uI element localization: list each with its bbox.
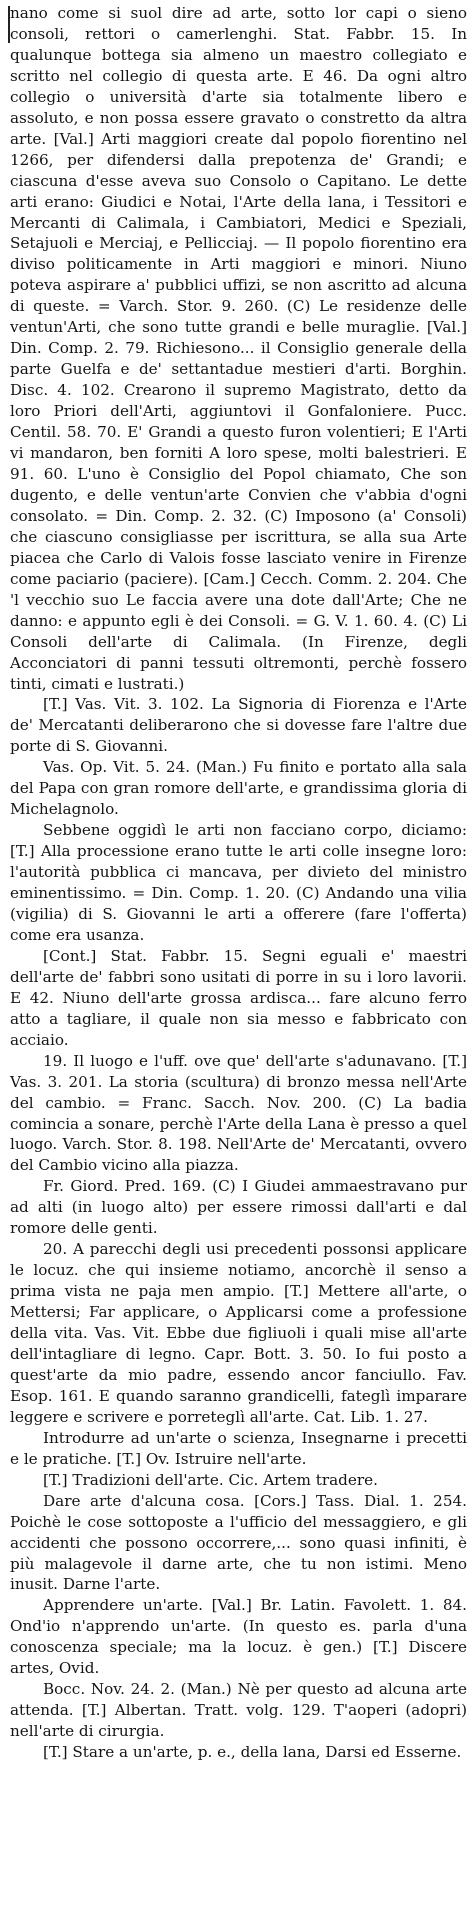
paragraph-signoria: [T.] Vas. Vit. 3. 102. La Signoria di Fiorenza e l'Arte de' Mercatanti deliberarono che si dovesse fare l'altre due porte di S. Giovanni. [10,695,467,756]
paragraph-processione: Sebbene oggidì le arti non facciano corpo, diciamo: [T.] Alla processione erano tutte le arti colle insegne loro: l'autorità pubblica ci mancava, per divieto del ministro eminentissimo. = Din. Comp. 1. 20. (C) Andando una vilia (vigilia) di S. Giovanni le arti a offerere (fare l'offerta) come era usanza. [10,821,467,944]
paragraph-tradizioni: [T.] Tradizioni dell'arte. Cic. Artem tradere. [43,1470,378,1489]
paragraph-arti-maggiori: nano come si suol dire ad arte, sotto lor capi o sieno consoli, rettori o camerlenghi. Stat. Fabbr. 15. In qualunque bottega sia almeno un maestro collegiato e scritto nel collegio di questa arte. E 46. Da ogni altro collegio o università d'arte sia totalmente libero e assoluto, e non possa essere gravato o constretto da altra arte. [Val.] Arti maggiori create dal popolo fiorentino nel 1266, per difendersi dalla prepotenza de' Grandi; e ciascuna d'esse aveva suo Consolo o Capitano. Le dette arti erano: Giudici e Notai, l'Arte della lana, i Tessitori e Mercanti di Calimala, i Cambiatori, Medici e Speziali, Setajuoli e Merciaj, e Pellicciaj. — Il popolo fiorentino era diviso politicamente in Arti maggiori e minori. Niuno poteva aspirare a' pubblici uffizi, se non ascritto ad alcuna di queste. = Varch. Stor. 9. 260. (C) Le residenze delle ventun'Arti, che sono tutte grandi e belle muraglie. [Val.] Din. Comp. 2. 79. Richiesono... il Consiglio generale della parte Guelfa e de' settantadue mestieri d'arti. Borghin. Disc. 4. 102. Crearono il supremo Magistrato, detto da loro Priori dell'Arti, aggiuntovi il Gonfaloniere. Pucc. Centil. 58. 70. E' Grandi a questo furon volentieri; E l'Arti vi mandaron, ben forniti A loro spese, molti balestrieri. E 91. 60. L'uno è Consiglio del Popol chiamato, Che son dugento, e delle ventun'arte Convien che v'abbia d'ogni consolato. = Din. Comp. 2. 32. (C) Imposono (a' Consoli) che ciascuno consigliasse per iscrittura, se alla sua Arte piacea che Carlo di Valois fosse lasciato venire in Firenze come paciario (paciere). [Cam.] Cecch. Comm. 2. 204. Che 'l vecchio suo Le faccia avere una dote dall'Arte; Che ne danno: e appunto egli è dei Consoli. = G. V. 1. 60. 4. (C) Li Consoli dell'arte di Calimala. (In Firenze, degli Acconciatori di panni tessuti oltremonti, perchè fossero tinti, cimati e lustrati.) [10,4,467,693]
paragraph-giudei: Fr. Giord. Pred. 169. (C) I Giudei ammaestravano pur ad alti (in luogo alto) per essere rimossi dall'arti e dal romore delle genti. [10,1177,467,1238]
paragraph-introdurre: Introdurre ad un'arte o scienza, Insegnarne i precetti e le pratiche. [T.] Ov. Istruire nell'arte. [10,1428,467,1468]
paragraph-apprendere: Apprendere un'arte. [Val.] Br. Latin. Favolett. 1. 84. Ond'io n'apprendo un'arte. (In questo es. parla d'una conoscenza speciale; ma la locuz. è gen.) [T.] Discere artes, Ovid. [10,1596,467,1678]
margin-rule [8,6,10,43]
paragraph-stare-arte: [T.] Stare a un'arte, p. e., della lana, Darsi ed Esserne. [43,1743,462,1762]
paragraph-vasari: Vas. Op. Vit. 5. 24. (Man.) Fu finito e portato alla sala del Papa con gran romore dell'arte, e grandissima gloria di Michelagnolo. [10,758,467,819]
paragraph-section-19: 19. Il luogo e l'uff. ove que' dell'arte s'adunavano. [T.] Vas. 3. 201. La storia (scultura) di bronzo messa nell'Arte del cambio. = Franc. Sacch. Nov. 200. (C) La badia comincia a sonare, perchè l'Arte della Lana è presso a quel luogo. Varch. Stor. 8. 198. Nell'Arte de' Mercatanti, ovvero del Cambio vicino alla piazza. [10,1051,467,1175]
paragraph-fabbri: [Cont.] Stat. Fabbr. 15. Segni eguali e' maestri dell'arte de' fabbri sono usitati di porre in su i loro lavorii. E 42. Niuno dell'arte grossa ardisca... fare alcuno ferro atto a tagliare, il quale non sia messo e fabbricato con acciaio. [10,946,467,1049]
paragraph-dare-arte: Dare arte d'alcuna cosa. [Cors.] Tass. Dial. 1. 254. Poichè le cose sottoposte a l'ufficio del messaggiero, e gli accidenti che possono occorrere,... sono quasi infiniti, è più malagevole il darne arte, che tu non istimi. Meno inusit. Darne l'arte. [10,1491,467,1594]
paragraph-boccaccio: Bocc. Nov. 24. 2. (Man.) Nè per questo ad alcuna arte attenda. [T.] Albertan. Tratt. volg. 129. T'aoperi (adopri) nell'arte di cirurgia. [10,1680,467,1741]
paragraph-section-20: 20. A parecchi degli usi precedenti possonsi applicare le locuz. che qui insieme notiamo, ancorchè il senso a prima vista ne paja men ampio. [T.] Mettere all'arte, o Mettersi; Far applicare, o Applicarsi come a professione della vita. Vas. Vit. Ebbe due figliuoli i quali mise all'arte dell'intagliare di legno. Capr. Bott. 3. 50. Io fui posto a quest'arte da mio padre, essendo ancor fanciullo. Fav. Esop. 161. E quando saranno grandicelli, fateglì imparare leggere e scrivere e porreteglì all'arte. Cat. Lib. 1. 27. [10,1240,467,1426]
